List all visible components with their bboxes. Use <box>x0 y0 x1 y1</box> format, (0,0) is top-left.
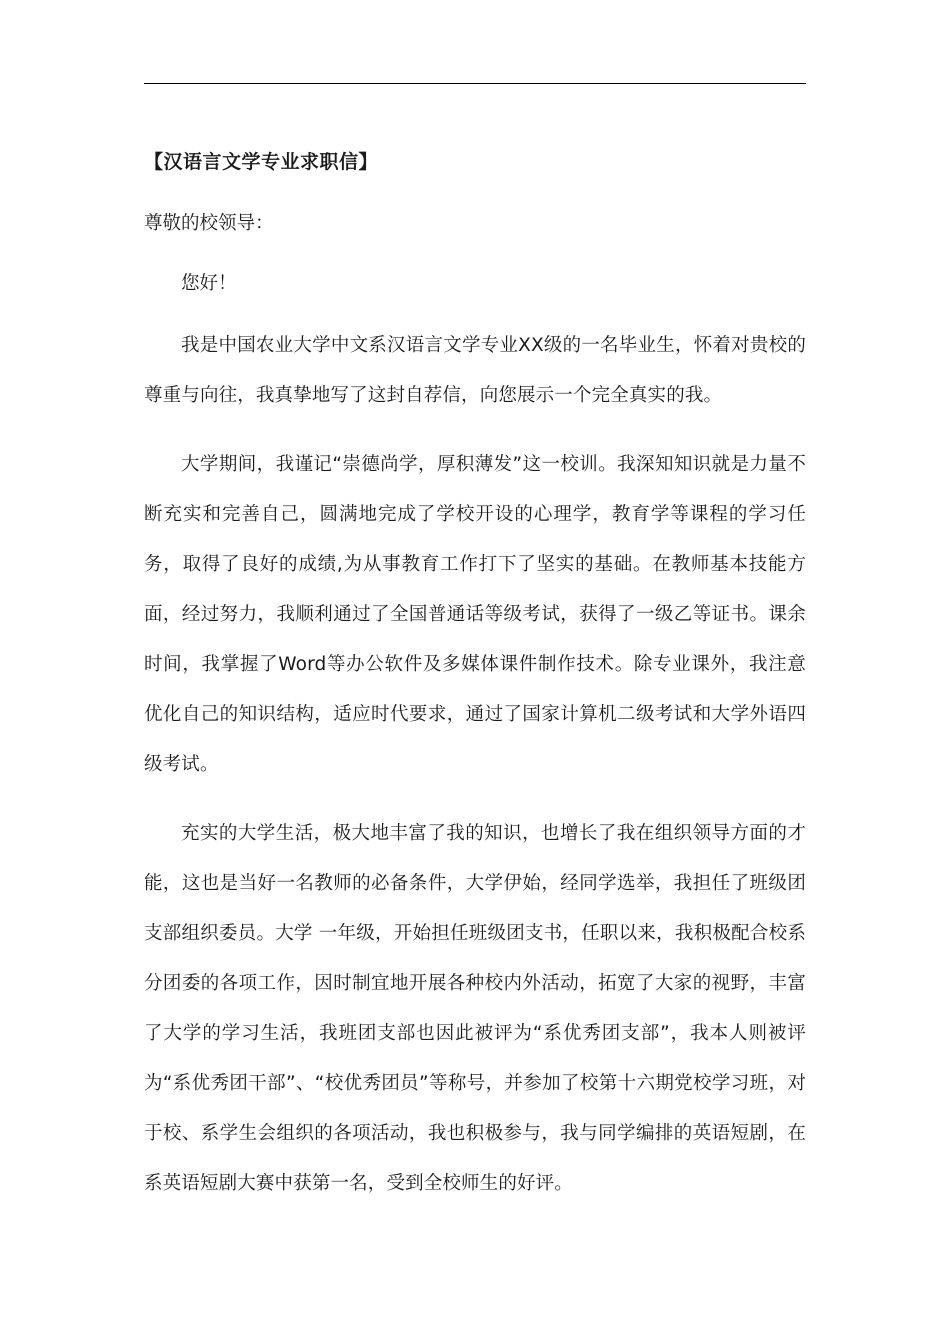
header-rule <box>144 83 806 84</box>
paragraph-activities: 充实的大学生活，极大地丰富了我的知识，也增长了我在组织领导方面的才能，这也是当好一名教师的必备条件，大学伊始，经同学选举，我担任了班级团支部组织委员。大学 一年级，开始担任班级团支书，任职以来，我积极配合校系分团委的各项工作，因时制宜地开展各种校内外活动，拓宽了大家的视野，丰富了大学的学习生活，我班团支部也因此被评为“系优秀团支部”，我本人则被评为“系优秀团干部”、“校优秀团员”等称号，并参加了校第十六期党校学习班，对于校、系学生会组织的各项活动，我也积极参与，我与同学编排的英语短剧，在系英语短剧大赛中获第一名，受到全校师生的好评。 <box>144 823 806 1194</box>
letter-title: 【汉语言文学专业求职信】 <box>144 151 379 173</box>
letter-body <box>144 141 806 1209</box>
greeting: 您好！ <box>181 273 237 294</box>
paragraph-studies: 大学期间，我谨记“崇德尚学，厚积薄发”这一校训。我深知知识就是力量不断充实和完善自己，圆满地完成了学校开设的心理学，教育学等课程的学习任务，取得了良好的成绩,为从事教育工作打下了坚实的基础。在教师基本技能方面，经过努力，我顺利通过了全国普通话等级考试，获得了一级乙等证书。课余时间，我掌握了Word等办公软件及多媒体课件制作技术。除专业课外，我注意优化自己的知识结构，适应时代要求，通过了国家计算机二级考试和大学外语四级考试。 <box>144 454 806 775</box>
paragraph-introduction: 我是中国农业大学中文系汉语言文学专业XX级的一名毕业生，怀着对贵校的尊重与向往，我真挚地写了这封自荐信，向您展示一个完全真实的我。 <box>144 335 806 406</box>
salutation: 尊敬的校领导： <box>144 213 274 234</box>
